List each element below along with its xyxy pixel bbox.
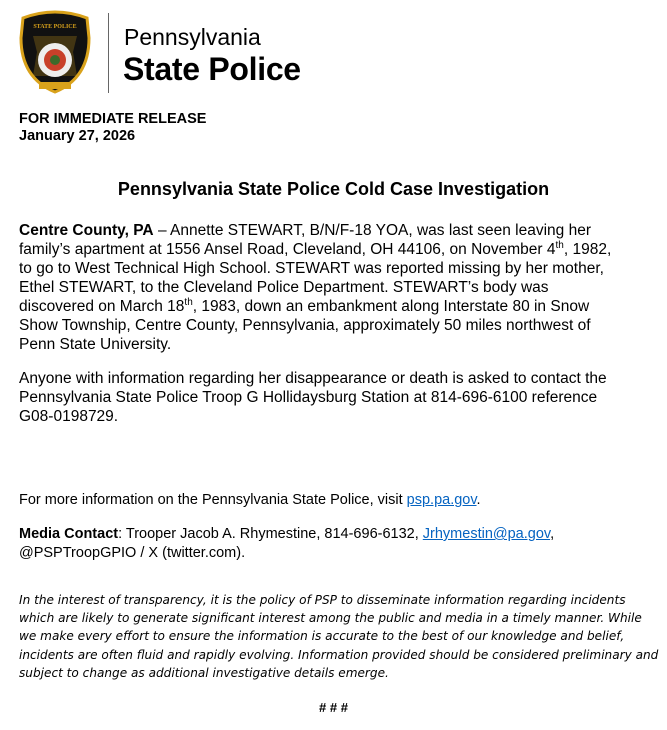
text: : Trooper Jacob A. Rhymestine, 814-696-6132, bbox=[118, 526, 423, 542]
twitter-handle: @PSPTroopGPIO / X (twitter.com). bbox=[19, 545, 246, 561]
media-contact bbox=[19, 525, 554, 563]
text: Penn State University. bbox=[19, 336, 172, 353]
text: Ethel STEWART, to the Cleveland Police Department. STEWART’s body was bbox=[19, 279, 549, 296]
logo-text-pennsylvania: Pennsylvania bbox=[124, 24, 261, 50]
location-lead: Centre County, PA bbox=[19, 222, 154, 239]
text: to go to West Technical High School. STEWART was reported missing by her mother, bbox=[19, 260, 604, 277]
logo-divider bbox=[108, 13, 109, 93]
end-mark: # # # bbox=[319, 700, 348, 715]
disclaimer-line: which are likely to generate significant interest among the public and media in a timely manner. While bbox=[19, 611, 642, 626]
text: G08-0198729. bbox=[19, 408, 119, 425]
media-contact-label: Media Contact bbox=[19, 526, 119, 542]
text: Show Township, Centre County, Pennsylvania, approximately 50 miles northwest of bbox=[19, 317, 591, 334]
text: – Annette STEWART, B/N/F-18 YOA, was last seen leaving her bbox=[153, 222, 592, 239]
disclaimer-line: In the interest of transparency, it is the policy of PSP to disseminate information regarding incidents bbox=[19, 593, 626, 607]
release-label: FOR IMMEDIATE RELEASE bbox=[19, 111, 207, 127]
text: th bbox=[555, 239, 564, 251]
text: , bbox=[550, 526, 555, 542]
paragraph-contact-request bbox=[19, 369, 607, 426]
text: Pennsylvania State Police Troop G Hollidaysburg Station at 814-696-6100 reference bbox=[19, 389, 598, 406]
svg-text:STATE POLICE: STATE POLICE bbox=[33, 24, 77, 30]
disclaimer-line: incidents are often fluid and rapidly evolving. Information provided should be considered preliminary and bbox=[19, 647, 659, 662]
logo-text-state-police: State Police bbox=[123, 51, 301, 87]
text: . bbox=[476, 492, 481, 508]
psp-website-link[interactable]: psp.pa.gov bbox=[406, 492, 477, 508]
text: For more information on the Pennsylvania State Police, visit bbox=[19, 492, 407, 508]
text: Anyone with information regarding her disappearance or death is asked to contact the bbox=[19, 370, 607, 387]
more-info bbox=[19, 491, 481, 510]
text: family’s apartment at 1556 Ansel Road, Cleveland, OH 44106, on November 4 bbox=[19, 241, 556, 258]
text: discovered on March 18 bbox=[19, 298, 185, 315]
text: , 1983, down an embankment along Interstate 80 in Snow bbox=[192, 298, 590, 315]
text: th bbox=[184, 296, 193, 308]
disclaimer-line: subject to change as additional investigative details emerge. bbox=[19, 665, 389, 680]
release-date: January 27, 2026 bbox=[19, 128, 136, 144]
psp-badge-logo bbox=[17, 8, 93, 99]
page-title: Pennsylvania State Police Cold Case Investigation bbox=[117, 179, 550, 199]
disclaimer-line: we make every effort to ensure the information is accurate to the best of our knowledge and belief, bbox=[19, 629, 625, 644]
email-link[interactable]: Jrhymestin@pa.gov bbox=[422, 526, 551, 542]
text: , 1982, bbox=[563, 241, 612, 258]
disclaimer bbox=[19, 591, 658, 682]
paragraph-case-details bbox=[19, 221, 611, 354]
